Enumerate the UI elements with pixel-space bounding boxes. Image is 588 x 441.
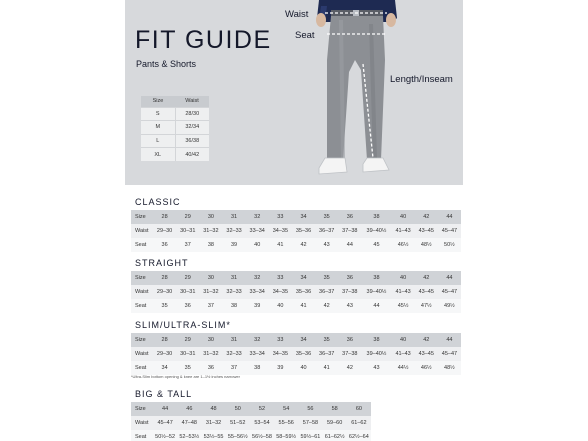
table-cell: 37	[176, 238, 199, 252]
table-cell: 45	[361, 238, 391, 252]
basic-size-table	[141, 96, 209, 161]
table-row	[131, 224, 461, 238]
table-cell: 32/34	[175, 121, 209, 135]
table-header-cell: Size	[131, 333, 153, 347]
table-cell: 39–40½	[361, 285, 391, 299]
table-header-cell: 56	[298, 402, 322, 416]
table-header-cell: Size	[131, 402, 153, 416]
page-title: FIT GUIDE	[135, 26, 272, 54]
table-header-cell: Size	[131, 210, 153, 224]
table-cell: 49½	[438, 299, 461, 313]
table-header-cell: 31	[222, 271, 245, 285]
table-header-row	[131, 210, 461, 224]
table-cell: 31–32	[201, 416, 225, 430]
table-cell: 37–38	[338, 347, 361, 361]
table-row	[131, 299, 461, 313]
table-cell: 32–33	[222, 224, 245, 238]
section-title-big-tall: BIG & TALL	[135, 389, 193, 399]
table-cell: Seat	[131, 361, 153, 375]
size-table-classic	[131, 210, 461, 252]
table-row	[141, 134, 209, 148]
table-cell: 38	[246, 361, 269, 375]
table-row	[131, 285, 461, 299]
table-cell: 31–32	[199, 285, 222, 299]
table-cell: 45–47	[438, 285, 461, 299]
table-header-row	[141, 96, 209, 107]
table-header-cell: 40	[392, 333, 415, 347]
table-cell: 39–40½	[361, 347, 391, 361]
table-cell: 38	[222, 299, 245, 313]
table-row	[131, 430, 371, 441]
table-cell: 36–37	[315, 224, 338, 238]
table-cell: 39	[246, 299, 269, 313]
table-header-cell: 35	[315, 271, 338, 285]
table-cell: 42	[338, 361, 361, 375]
table-header-cell: Size	[141, 96, 175, 107]
table-row	[141, 148, 209, 162]
table-header-cell: 32	[246, 271, 269, 285]
section-title-classic: CLASSIC	[135, 197, 181, 207]
table-cell: 43	[361, 361, 391, 375]
table-cell: 62½–64	[347, 430, 371, 441]
table-cell: 43–45	[415, 347, 438, 361]
table-cell: 28/30	[175, 107, 209, 121]
table-cell: 34–35	[269, 285, 292, 299]
table-cell: 37–38	[338, 285, 361, 299]
table-header-cell: 50	[226, 402, 250, 416]
table-cell: 59–60	[323, 416, 347, 430]
table-cell: M	[141, 121, 175, 135]
fit-guide-hero	[125, 0, 463, 185]
table-header-cell: 42	[415, 271, 438, 285]
table-cell: 41	[292, 299, 315, 313]
table-header-cell: 42	[415, 333, 438, 347]
table-header-cell: 40	[392, 271, 415, 285]
table-cell: 32–33	[222, 285, 245, 299]
table-cell: 41–43	[392, 347, 415, 361]
table-header-row	[131, 333, 461, 347]
table-cell: 57–58	[298, 416, 322, 430]
table-cell: 29–30	[153, 285, 176, 299]
table-header-cell: 35	[315, 210, 338, 224]
page-subtitle: Pants & Shorts	[136, 59, 197, 69]
table-cell: S	[141, 107, 175, 121]
table-header-cell: 38	[361, 271, 391, 285]
table-header-cell: 28	[153, 210, 176, 224]
table-cell: Seat	[131, 430, 153, 441]
table-header-cell: 30	[199, 210, 222, 224]
table-row	[131, 238, 461, 252]
table-header-cell: Waist	[175, 96, 209, 107]
table-header-cell: 33	[269, 210, 292, 224]
table-cell: Waist	[131, 224, 153, 238]
table-cell: 32–33	[222, 347, 245, 361]
table-header-cell: 29	[176, 271, 199, 285]
table-row	[131, 361, 461, 375]
table-cell: 44½	[392, 361, 415, 375]
table-cell: 41–43	[392, 224, 415, 238]
table-header-cell: 34	[292, 333, 315, 347]
table-header-cell: 60	[347, 402, 371, 416]
table-cell: L	[141, 134, 175, 148]
table-cell: 53–54	[250, 416, 274, 430]
table-header-cell: 30	[199, 271, 222, 285]
table-cell: Seat	[131, 299, 153, 313]
seat-label: Seat	[295, 30, 315, 41]
table-cell: 44	[338, 238, 361, 252]
table-header-cell: 44	[438, 271, 461, 285]
table-cell: 41	[315, 361, 338, 375]
table-cell: 35	[176, 361, 199, 375]
table-row	[141, 121, 209, 135]
table-cell: 37–38	[338, 224, 361, 238]
table-cell: 41	[269, 238, 292, 252]
table-header-cell: 31	[222, 210, 245, 224]
table-cell: Waist	[131, 416, 153, 430]
table-cell: Waist	[131, 347, 153, 361]
section-title-straight: STRAIGHT	[135, 258, 189, 268]
table-cell: 61–62	[347, 416, 371, 430]
table-cell: 34–35	[269, 347, 292, 361]
table-header-cell: Size	[131, 271, 153, 285]
table-header-cell: 46	[177, 402, 201, 416]
table-header-cell: 44	[153, 402, 177, 416]
table-cell: 45½	[392, 299, 415, 313]
table-cell: 29–30	[153, 224, 176, 238]
table-cell: 43	[315, 238, 338, 252]
table-header-cell: 52	[250, 402, 274, 416]
table-cell: 43–45	[415, 285, 438, 299]
table-header-row	[131, 271, 461, 285]
table-cell: 45–47	[153, 416, 177, 430]
table-cell: 50½	[438, 238, 461, 252]
pants-figure-illustration	[305, 0, 405, 185]
table-header-cell: 40	[392, 210, 415, 224]
table-cell: 35–36	[292, 347, 315, 361]
table-header-cell: 54	[274, 402, 298, 416]
table-cell: 48½	[438, 361, 461, 375]
table-cell: 33–34	[246, 285, 269, 299]
table-cell: 36	[153, 238, 176, 252]
table-header-cell: 34	[292, 271, 315, 285]
table-cell: 53½–55	[201, 430, 225, 441]
table-cell: 40/42	[175, 148, 209, 162]
table-header-cell: 29	[176, 333, 199, 347]
table-header-cell: 36	[338, 210, 361, 224]
table-header-cell: 44	[438, 333, 461, 347]
table-cell: 35	[153, 299, 176, 313]
table-cell: 34	[153, 361, 176, 375]
table-header-cell: 32	[246, 210, 269, 224]
table-cell: 36	[199, 361, 222, 375]
table-header-cell: 28	[153, 271, 176, 285]
length-inseam-label: Length/Inseam	[390, 74, 453, 85]
table-cell: 31–32	[199, 347, 222, 361]
table-row	[131, 416, 371, 430]
table-cell: 42	[292, 238, 315, 252]
table-cell: 40	[246, 238, 269, 252]
table-cell: 29–30	[153, 347, 176, 361]
table-cell: 37	[199, 299, 222, 313]
table-header-cell: 29	[176, 210, 199, 224]
table-cell: 33–34	[246, 347, 269, 361]
table-header-cell: 36	[338, 271, 361, 285]
table-cell: 43	[338, 299, 361, 313]
table-header-cell: 28	[153, 333, 176, 347]
table-cell: 30–31	[176, 347, 199, 361]
table-cell: 50½–52	[153, 430, 177, 441]
table-header-cell: 38	[361, 333, 391, 347]
table-header-cell: 33	[269, 271, 292, 285]
table-cell: 59½–61	[298, 430, 322, 441]
table-cell: 36–37	[315, 285, 338, 299]
table-cell: 36–37	[315, 347, 338, 361]
table-cell: 34–35	[269, 224, 292, 238]
waist-label: Waist	[285, 9, 309, 20]
table-header-cell: 42	[415, 210, 438, 224]
table-cell: 48½	[415, 238, 438, 252]
table-cell: 47–48	[177, 416, 201, 430]
table-cell: 40	[269, 299, 292, 313]
table-cell: 44	[361, 299, 391, 313]
table-cell: 35–36	[292, 285, 315, 299]
table-cell: 56½–58	[250, 430, 274, 441]
table-cell: 46½	[392, 238, 415, 252]
table-cell: 46½	[415, 361, 438, 375]
table-header-cell: 44	[438, 210, 461, 224]
table-cell: 39	[222, 238, 245, 252]
table-cell: 61–62½	[323, 430, 347, 441]
table-cell: 35–36	[292, 224, 315, 238]
table-cell: 39	[269, 361, 292, 375]
table-cell: 30–31	[176, 224, 199, 238]
table-cell: 30–31	[176, 285, 199, 299]
table-cell: Waist	[131, 285, 153, 299]
table-cell: 45–47	[438, 224, 461, 238]
table-cell: 42	[315, 299, 338, 313]
table-cell: 55–56	[274, 416, 298, 430]
table-header-cell: 36	[338, 333, 361, 347]
table-header-cell: 32	[246, 333, 269, 347]
table-row	[131, 347, 461, 361]
table-header-cell: 31	[222, 333, 245, 347]
table-cell: 45–47	[438, 347, 461, 361]
table-cell: Seat	[131, 238, 153, 252]
table-header-cell: 58	[323, 402, 347, 416]
ultra-slim-footnote: *Ultra-Slim bottom opening & knee are 1–1½ inches narrower	[131, 374, 240, 379]
table-header-row	[131, 402, 371, 416]
table-cell: 36	[176, 299, 199, 313]
table-cell: 41–43	[392, 285, 415, 299]
table-cell: 47½	[415, 299, 438, 313]
table-cell: 40	[292, 361, 315, 375]
table-cell: XL	[141, 148, 175, 162]
size-table-big-tall	[131, 402, 371, 441]
table-cell: 39–40½	[361, 224, 391, 238]
table-cell: 38	[199, 238, 222, 252]
table-cell: 33–34	[246, 224, 269, 238]
section-title-slim: SLIM/ULTRA-SLIM*	[135, 320, 231, 330]
table-header-cell: 34	[292, 210, 315, 224]
size-table-slim	[131, 333, 461, 375]
table-cell: 43–45	[415, 224, 438, 238]
table-header-cell: 33	[269, 333, 292, 347]
table-header-cell: 38	[361, 210, 391, 224]
size-table-straight	[131, 271, 461, 313]
table-cell: 37	[222, 361, 245, 375]
table-cell: 36/38	[175, 134, 209, 148]
table-cell: 52–53½	[177, 430, 201, 441]
table-cell: 51–52	[226, 416, 250, 430]
table-row	[141, 107, 209, 121]
table-cell: 58–59½	[274, 430, 298, 441]
table-cell: 31–32	[199, 224, 222, 238]
table-cell: 55–56½	[226, 430, 250, 441]
table-header-cell: 35	[315, 333, 338, 347]
table-header-cell: 30	[199, 333, 222, 347]
table-header-cell: 48	[201, 402, 225, 416]
